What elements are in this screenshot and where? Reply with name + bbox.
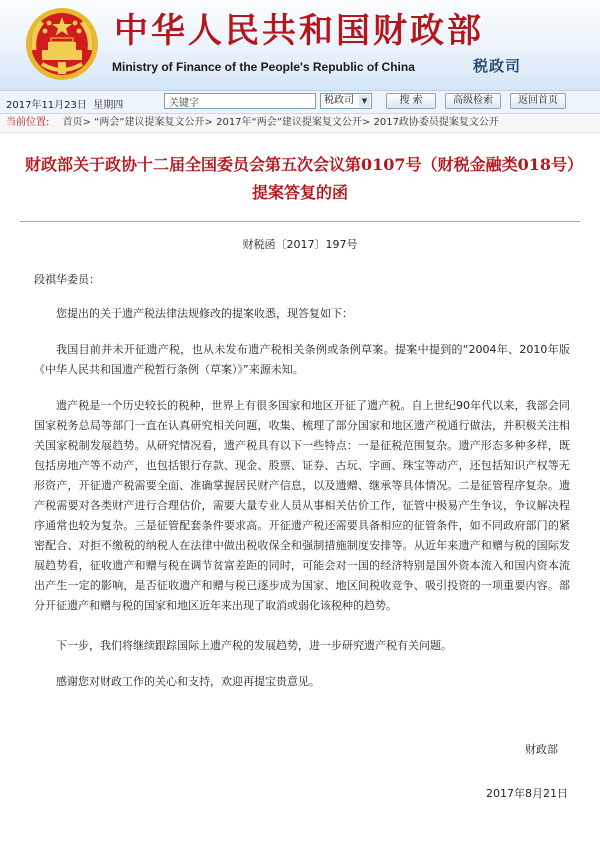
breadcrumb-item-cppcc-proposals[interactable]: 2017政协委员提案复文公开 [373, 117, 499, 128]
breadcrumb [0, 114, 600, 133]
breadcrumb-separator: > [361, 117, 371, 128]
paragraph: 感谢您对财政工作的关心和支持，欢迎再提宝贵意见。 [56, 675, 320, 688]
article-body [34, 270, 570, 804]
breadcrumb-item-home[interactable]: 首页 [62, 117, 83, 128]
date-text: 2017年11月23日 [6, 100, 87, 111]
toolbar [0, 91, 600, 114]
department-subtitle: 税政司 [472, 57, 521, 75]
chevron-down-icon: ▼ [359, 95, 370, 107]
breadcrumb-separator: > [204, 117, 213, 128]
search-input[interactable] [164, 93, 316, 109]
breadcrumb-item-proposals[interactable]: “两会”建议提案复文公开 [94, 117, 205, 128]
title-divider [20, 221, 580, 222]
back-home-button[interactable]: 返回首页 [510, 93, 566, 109]
current-date [6, 96, 123, 111]
national-emblem-icon [24, 6, 100, 82]
search-scope-select[interactable] [320, 93, 372, 109]
site-title-en: Ministry of Finance of the People's Republic of China [112, 60, 415, 74]
paragraph: 我国目前并未开征遗产税，也从未发布遗产税相关条例或条例草案。提案中提到的“2004年、2010年版《中华人民共和国遗产税暂行条例（草案）》”来源未知。 [34, 343, 570, 376]
weekday-text: 星期四 [93, 100, 124, 111]
breadcrumb-label: 当前位置: [6, 117, 50, 128]
advanced-search-button[interactable]: 高级检索 [445, 93, 501, 109]
signature-date: 2017年8月21日 [486, 787, 568, 800]
paragraph: 遗产税是一个历史较长的税种，世界上有很多国家和地区开征了遗产税。自上世纪90年代以来，我部会同国家税务总局等部门一直在认真研究相关问题，收集、梳理了部分国家和地区遗产税通行做法，并积极关注相关国家税制发展趋势。从研究情况看，遗产税具有以下一些特点：一是征税范围复杂。遗产形态多种多样，既包括房地产等不动产，也包括银行存款、现金、股票、证券、古玩、字画、珠宝等动产，还包括知识产权等无形资产，开征遗产税需要全面、准确掌握居民财产信息，以及遗赠、继承等具体情况。二是征管程序复杂。遗产税需要对各类财产进行合理估价，需要大量专业人员从事相关估价工作，征管中极易产生争议，争议解决程序通常也较为复杂。三是征管配套条件要求高。开征遗产税还需要具备相应的征管条件，如不同政府部门的紧密配合、对拒不缴税的纳税人在法律中做出税收保全和强制措施制度安排等。从近年来遗产和赠与税的国际发展趋势看，征收遗产和赠与税在调节贫富差距的同时，可能会对一国的经济特别是国外资本流入和国内资本流出产生一定的影响，是否征收遗产和赠与税已逐步成为国家、地区间税收竞争、吸引投资的一项重要内容。部分开征遗产和赠与税的国家和地区近年来出现了取消或弱化该税种的趋势。 [34, 399, 570, 612]
salutation: 段祺华委员： [34, 273, 100, 286]
breadcrumb-separator: > [82, 117, 91, 128]
breadcrumb-item-2017-proposals[interactable]: 2017年“两会”建议提案复文公开 [216, 117, 362, 128]
scope-selected-value: 税政司 [324, 95, 354, 106]
article-title: 财政部关于政协十二届全国委员会第五次会议第0107号（财税金融类018号）提案答复的函 [25, 155, 575, 202]
paragraph: 您提出的关于遗产税法律法规修改的提案收悉，现答复如下： [56, 307, 353, 320]
document-number: 财税函〔2017〕197号 [242, 238, 358, 251]
paragraph: 下一步，我们将继续跟踪国际上遗产税的发展趋势，进一步研究遗产税有关问题。 [56, 639, 452, 652]
signature: 财政部 [525, 743, 558, 756]
search-button[interactable]: 搜 索 [386, 93, 436, 109]
header-banner [0, 0, 600, 91]
site-title-cn: 中华人民共和国财政部 [114, 11, 484, 51]
